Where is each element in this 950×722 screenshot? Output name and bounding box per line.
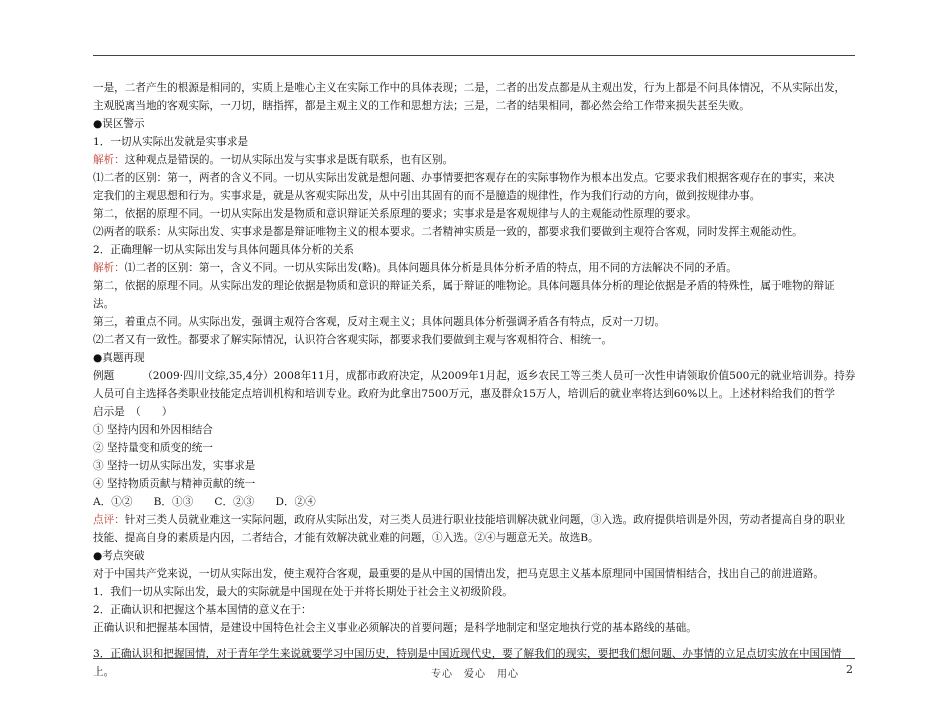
paragraph-line: 对于中国共产党来说，一切从实际出发，使主观符合客观，最重要的是从中国的国情出发，把马克思主义基本原理同中国国情相结合，找出自己的前进道路。 [93, 568, 824, 580]
comment-text: 针对三类人员就业难这一实际问题，政府从实际出发，对三类人员进行职业技能培训解决就业问题，③入选。政府提供培训是外因，劳动者提高自身的职业 [124, 514, 846, 526]
option-4: ④ 坚持物质贡献与精神贡献的统一 [93, 478, 256, 490]
comment-label: 点评： [93, 514, 125, 526]
item-heading: 2．正确理解一切从实际出发与具体问题具体分析的关系 [93, 244, 354, 256]
analysis-text: 这种观点是错误的。一切从实际出发与实事求是既有联系，也有区别。 [124, 154, 454, 166]
analysis-text: ⑴二者的区别：第一，含义不同。一切从实际出发(略)。具体问题具体分析是具体分析矛盾的特点，用不同的方法解决不同的矛盾。 [124, 262, 737, 274]
header-rule [93, 55, 855, 56]
footer-rule [93, 658, 855, 659]
option-1: ① 坚持内因和外因相结合 [93, 424, 213, 436]
analysis-line [93, 151, 855, 169]
analysis-label: 解析： [93, 154, 125, 166]
paragraph-line: 正确认识和把握基本国情，是建设中国特色社会主义事业必须解决的首要问题；是科学地制定和坚定地执行党的基本路线的基础。 [93, 622, 697, 634]
paragraph-line: 一是，二者产生的根源是相同的，实质上是唯心主义在实际工作中的具体表现；二是，二者的出发点都是从主观出发，行为上都是不问具体情况，不从实际出发， [93, 82, 846, 94]
paragraph-line: 法。 [93, 298, 115, 310]
section-heading-keypoints: ●考点突破 [93, 550, 145, 562]
paragraph-line: 主观脱离当地的客观实际，一刀切，瞎指挥，都是主观主义的工作和思想方法；三是，二者的结果相同，都必然会给工作带来损失甚至失败。 [93, 100, 750, 112]
example-line [93, 367, 855, 385]
analysis-label: 解析： [93, 262, 125, 274]
paragraph-line: ⑵二者又有一致性。都要求了解实际情况，认识符合客观实际，都要求我们要做到主观与客观相符合、相统一。 [93, 334, 613, 346]
paragraph-line: 人员可自主选择各类职业技能定点培训机构和培训专业。政府为此拿出7500万元，惠及群众15万人，培训后的就业率将达到60%以上。上述材料给我们的哲学 [93, 388, 835, 400]
paragraph-line: 第三，着重点不同。从实际出发，强调主观符合客观，反对主观主义；具体问题具体分析强调矛盾各有特点，反对一刀切。 [93, 316, 666, 328]
question-prompt: 启示是 （ ） [93, 406, 173, 418]
item-heading: 1．一切从实际出发就是实事求是 [93, 136, 249, 148]
paragraph-line: 3．正确认识和把握国情，对于青年学生来说就要学习中国历史，特别是中国近现代史，要了解我们的现实，要把我们想问题、办事情的立足点切实放在中国国情 [93, 648, 842, 660]
option-3: ③ 坚持一切从实际出发，实事求是 [93, 460, 256, 472]
answer-choices: A．①② B．①③ C．②③ D．②④ [93, 496, 316, 508]
option-2: ② 坚持量变和质变的统一 [93, 442, 213, 454]
example-label: 例题 [93, 370, 115, 382]
paragraph-line: 技能、提高自身的素质是内因，二者结合，才能有效解决就业难的问题，①入选。②④与题意无关。故选B。 [93, 532, 599, 544]
comment-line [93, 511, 855, 529]
section-heading-misconceptions: ●误区警示 [93, 118, 145, 130]
paragraph-line: 上。 [93, 666, 115, 678]
footer-motto: 专心 爱心 用心 [431, 669, 519, 680]
page-number: 2 [846, 663, 853, 676]
paragraph-line: ⑴二者的区别：第一，两者的含义不同。一切从实际出发就是想问题、办事情要把客观存在的实际事物作为根本出发点。它要求我们根据客观存在的事实，来决 [93, 172, 835, 184]
example-text: （2009·四川文综,35,4分）2008年11月，成都市政府决定，从2009年1月起，返乡农民工等三类人员可一次性申请领取价值500元的就业培训券。持券 [142, 370, 855, 382]
paragraph-line: 第二，依据的原理不同。一切从实际出发是物质和意识辩证关系原理的要求；实事求是是客观规律与人的主观能动性原理的要求。 [93, 208, 697, 220]
item-heading: 2．正确认识和把握这个基本国情的意义在于： [93, 604, 312, 616]
analysis-line [93, 259, 855, 277]
paragraph-line: 1．我们一切从实际出发，最大的实际就是中国现在处于并将长期处于社会主义初级阶段。 [93, 586, 513, 598]
paragraph-line: 第二，依据的原理不同。从实际出发的理论依据是物质和意识的辩证关系，属于辩证的唯物论。具体问题具体分析的理论依据是矛盾的特殊性，属于唯物的辩证 [93, 280, 835, 292]
paragraph-line: 定我们的主观思想和行为。实事求是，就是从客观实际出发，从中引出其固有的而不是臆造的规律性，作为我们行动的方向，做到按规律办事。 [93, 190, 761, 202]
paragraph-line: ⑵两者的联系：从实际出发、实事求是都是辩证唯物主义的根本要求。二者精神实质是一致的，都要求我们要做到主观符合客观，同时发挥主观能动性。 [93, 226, 803, 238]
section-heading-exam: ●真题再现 [93, 352, 145, 364]
document-body [93, 79, 855, 681]
